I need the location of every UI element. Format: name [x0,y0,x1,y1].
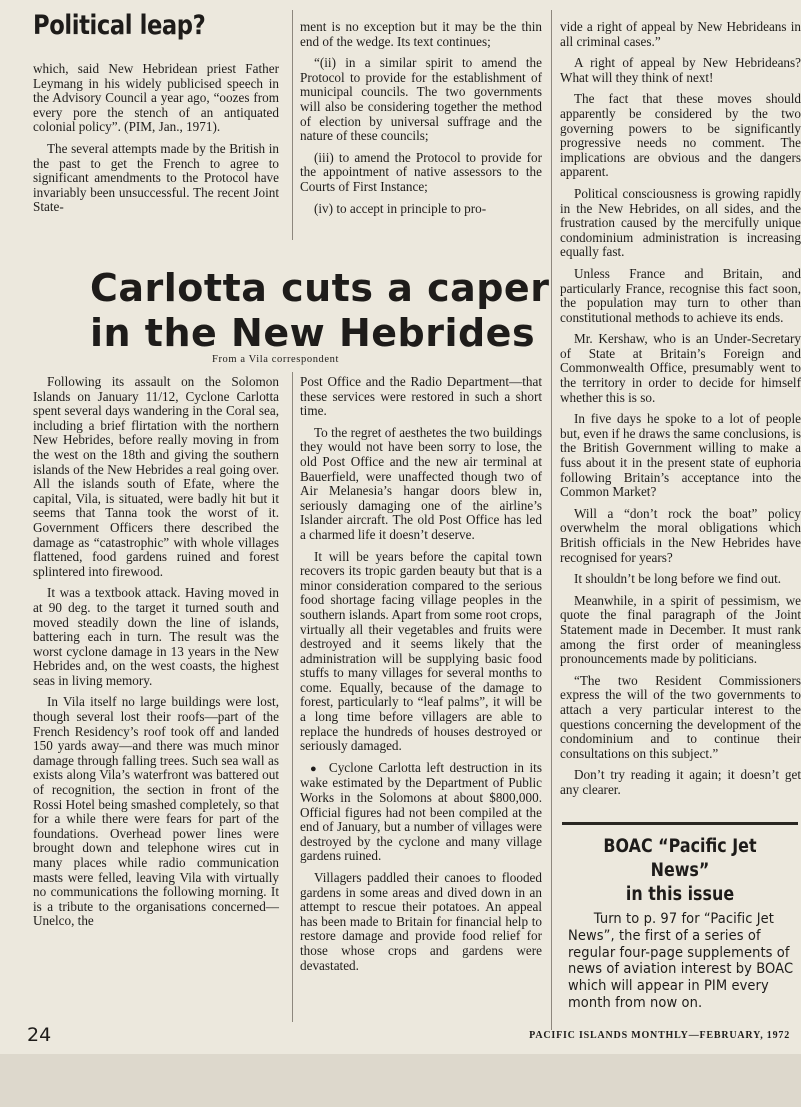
paragraph: A right of appeal by New Hebrideans? What will they think of next! [560,55,801,85]
paragraph: To the regret of aesthetes the two buildings they would not have been sorry to lose, the old Post Office and the new air terminal at Bauerfield, were unaffected though two of Air Melanesia’s hangar doors blew in, seriously damaging one of the airline’s Islander aircraft. The old Post Office has led a charmed life it doesn’t deserve. [300,424,542,542]
paragraph: Unless France and Britain, and particularly France, recognise this fact soon, the population may turn to other than constitutional methods to achieve its ends. [560,265,801,325]
political-leap-heading: Political leap? [33,10,206,41]
boac-title-line-2: in this issue [625,884,735,905]
political-column-2 [300,20,542,223]
byline: From a Vila correspondent [212,354,340,365]
paragraph: It shouldn’t be long before we find out. [574,571,782,587]
paragraph: It will be years before the capital town recovers its tropic garden beauty but that is a minor consideration compared to the serious food shortage facing village peoples in the southern islands. Apart from some root crops, virtually all their vegetables and fruits were destroyed and it seems likely that the administration will be supplying basic food stuffs to many villages for several months to come. Equally, because of the damage to forest, particularly to “leaf palms”, it will be a long time before villagers are able to replace the hundreds of houses destroyed or seriously damaged. [300,548,542,754]
publication-footer: PACIFIC ISLANDS MONTHLY—FEBRUARY, 1972 [529,1030,790,1041]
paragraph: Meanwhile, in a spirit of pessimism, we quote the final paragraph of the Joint Statement made in December. It must rank among the first order of meaningless pronouncements made by politicians. [560,592,801,667]
paragraph: The fact that these moves should apparently be considered by the two governing powers to be significantly progressive needs no comment. The implications are obvious and the dangers apparent. [560,91,801,180]
carlotta-column-2 [300,375,542,980]
paragraph: In Vila itself no large buildings were lost, though several lost their roofs—part of the French Residency’s roof took off and landed 150 yards away—and there was much minor damage through falling trees. Such sea wall as exists along Vila’s waterfront was battered out of recognition, the section in front of the Rossi Hotel being smashed completely, so that for a while there were fears for part of the foundations. Overhead power lines were brought down and telephone wires cut in many places while radio communication masts were felled, leaving Vila with virtually no communications the following morning. It is a tribute to the organisations concerned—Unelco, the [33,694,279,929]
paragraph: “The two Resident Commissioners express the will of the two governments to attach a very particular interest to the questions concerning the development of the condominium and to continue their consultations on this subject.” [560,672,801,761]
column-rule [292,10,293,240]
carlotta-heading-line-1: Carlotta cuts a caper [90,266,550,310]
paragraph: Post Office and the Radio Department—that these services were restored in such a short time. [300,374,542,419]
boac-title-line-1: BOAC “Pacific Jet News” [603,836,757,881]
carlotta-heading-line-2: in the New Hebrides [90,311,536,355]
paragraph: Following its assault on the Solomon Islands on January 11/12, Cyclone Carlotta spent several days wandering in the Coral sea, including a brief flirtation with the northern New Hebrides, before really moving in from the west on the 18th and giving the southern islands of the New Hebrides a real going over. All the islands south of Efate, where the capital, Vila, is situated, were badly hit but it seems that Tanna took the worst of it. Government Officers there described the damage as “catastrophic” with whole villages flattened, food gardens ruined and forest splintered into firewood. [33,374,279,579]
paragraph: Mr. Kershaw, who is an Under-Secretary of State at Britain’s Foreign and Commonwealth Office, presumably went to the territory in order to decide for himself whether this is so. [560,331,801,405]
paragraph: ment is no exception but it may be the thin end of the wedge. Its text continues; [300,19,542,49]
paragraph: which, said New Hebridean priest Father Leymang in his widely publicised speech in the Advisory Council a year ago, “oozes from every pore the stench of an antiquated colonial policy”. (PIM, Jan., 1971). [33,61,279,135]
boac-notice-title [579,835,782,907]
paragraph: ● Cyclone Carlotta left destruction in its wake estimated by the Department of Public Works in the Solomons at about $800,000. Official figures had not been compiled at the end of January, but a number of villages were destroyed by the cyclone and many village gardens ruined. [300,761,542,864]
paragraph: Villagers paddled their canoes to flooded gardens in some areas and dived down in an attempt to rescue their potatoes. An appeal has been made to Britain for financial help to restore damage and provide food relief for those whose crops and gardens were devastated. [300,870,542,973]
paragraph: vide a right of appeal by New Hebrideans in all criminal cases.” [560,19,801,49]
paragraph: Don’t try reading it again; it doesn’t get any clearer. [560,767,801,797]
paragraph: It was a textbook attack. Having moved in at 90 deg. to the target it turned south and moved steadily down the line of islands, battering each in turn. The result was the worst cyclone damage in 13 years in the New Hebrides and, on the west coasts, the highest seas in living memory. [33,585,279,688]
carlotta-heading [90,266,549,356]
column-rule [292,372,293,1022]
page-number: 24 [27,1024,52,1046]
boac-notice-body: Turn to p. 97 for “Pacific Jet News”, the first of a series of regular four-page supplements of news of aviation interest by BOAC which will appear in PIM every month from now on. [568,911,794,1011]
carlotta-column-1 [33,375,279,936]
paragraph: “(ii) in a similar spirit to amend the Protocol to provide for the establishment of municipal councils. The two governments will also be considering together the method of election by universal suffrage and the nature of these councils; [300,55,542,144]
page-bottom-margin [0,1054,801,1107]
column-rule [551,10,552,1030]
boac-notice-box [562,822,798,1023]
political-column-3 [560,20,801,805]
paragraph: (iv) to accept in principle to pro- [314,200,487,216]
political-column-1 [33,62,279,222]
paragraph: Will a “don’t rock the boat” policy overwhelm the moral obligations which British officials in the New Hebrides have recognised for years? [560,505,801,565]
paragraph: The several attempts made by the British in the past to get the French to agree to significant amendments to the Protocol have invariably been unsuccessful. The recent Joint State- [33,140,279,215]
paragraph: In five days he spoke to a lot of people but, even if he draws the same conclusions, is the British Government willing to make a fuss about it in the present state of euphoria following Britain’s acceptance into the Common Market? [560,411,801,500]
paragraph: Political consciousness is growing rapidly in the New Hebrides, on all sides, and the frustration caused by the mercifully unique condominium administration is increasing equally fast. [560,185,801,260]
paragraph: (iii) to amend the Protocol to provide for the appointment of native assessors to the Courts of First Instance; [300,149,542,194]
